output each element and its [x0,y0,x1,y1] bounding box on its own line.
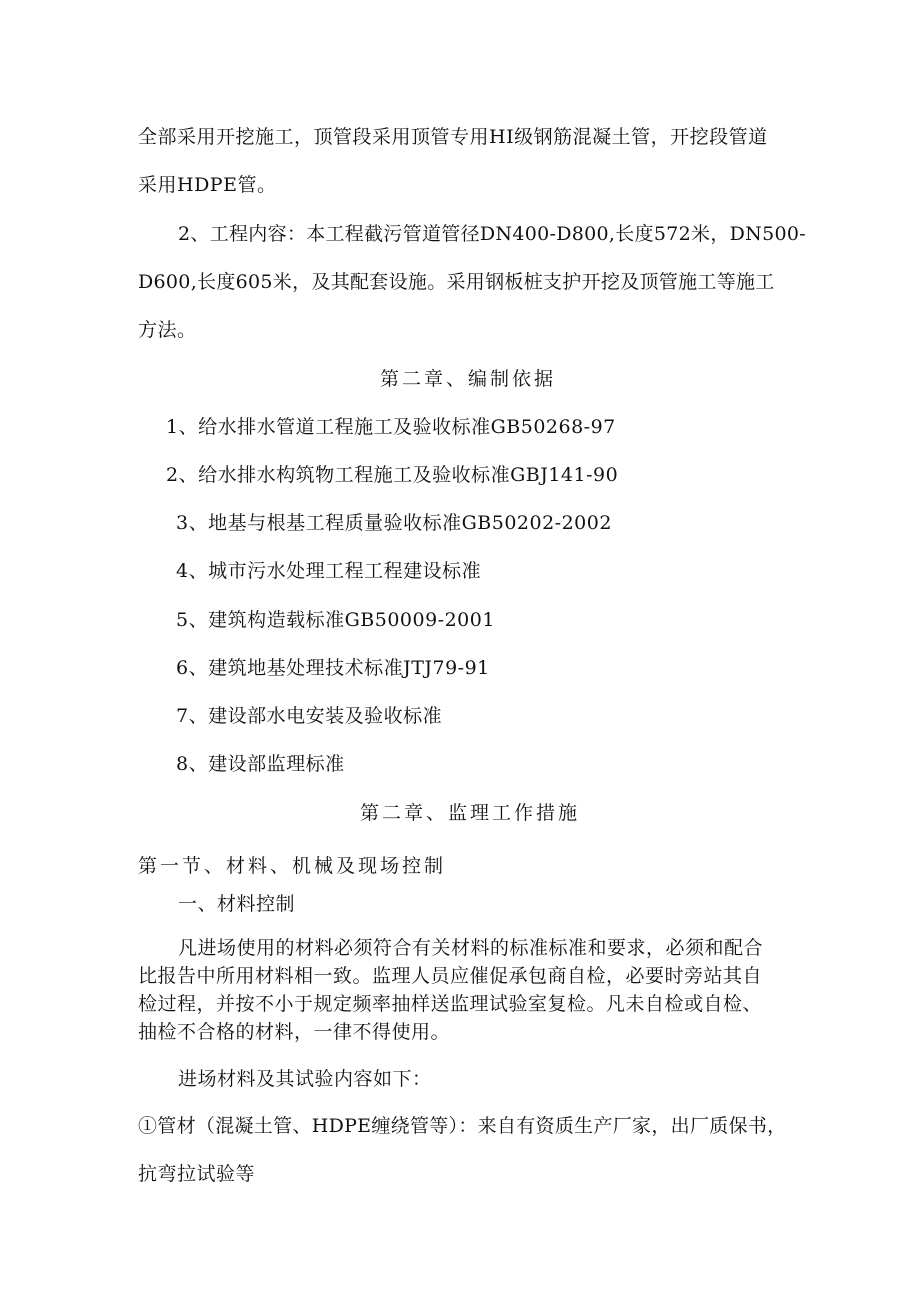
section-title: 第一节、材料、机械及现场控制 [138,855,447,877]
paragraph-line-3: 检过程，并按不小于规定频率抽样送监理试验室复检。凡未自检或自检、 [138,993,763,1015]
basis-item-2: 2、给水排水构筑物工程施工及验收标准GBJ141-90 [166,464,619,486]
project-content-line-2: D600,长度605米，及其配套设施。采用钢板桩支护开挖及顶管施工等施工 [138,271,775,293]
basis-item-7: 7、建设部水电安装及验收标准 [176,705,443,727]
materials-intro: 进场材料及其试验内容如下： [178,1068,432,1090]
intro-line-2: 采用HDPE管。 [138,174,277,196]
intro-line-1: 全部采用开挖施工，顶管段采用顶管专用HI级钢筋混凝土管，开挖段管道 [138,126,768,148]
pipe-item-line-1: ①管材（混凝土管、HDPE缠绕管等）：来自有资质生产厂家，出厂质保书， [138,1115,787,1137]
project-content-line-1: 2、工程内容：本工程截污管道管径DN400-D800,长度572米，DN500- [178,223,806,245]
chapter-basis-title: 第二章、编制依据 [380,368,557,390]
pipe-item-line-2: 抗弯拉试验等 [138,1163,256,1185]
subsection-title: 一、材料控制 [178,893,296,915]
chapter-measures-title: 第二章、监理工作措施 [360,802,581,824]
project-content-line-3: 方法。 [138,319,197,341]
paragraph-line-1: 凡进场使用的材料必须符合有关材料的标准标准和要求，必须和配合 [178,937,764,959]
basis-item-6: 6、建筑地基处理技术标准JTJ79-91 [176,657,490,679]
basis-item-5: 5、建筑构造载标准GB50009-2001 [176,609,495,631]
paragraph-line-2: 比报告中所用材料相一致。监理人员应催促承包商自检，必要时旁站其自 [138,965,763,987]
basis-item-4: 4、城市污水处理工程工程建设标准 [176,560,482,582]
basis-item-3: 3、地基与根基工程质量验收标准GB50202-2002 [176,512,612,534]
paragraph-line-4: 抽检不合格的材料，一律不得使用。 [138,1021,451,1043]
basis-item-8: 8、建设部监理标准 [176,753,345,775]
basis-item-1: 1、给水排水管道工程施工及验收标准GB50268-97 [166,416,616,438]
